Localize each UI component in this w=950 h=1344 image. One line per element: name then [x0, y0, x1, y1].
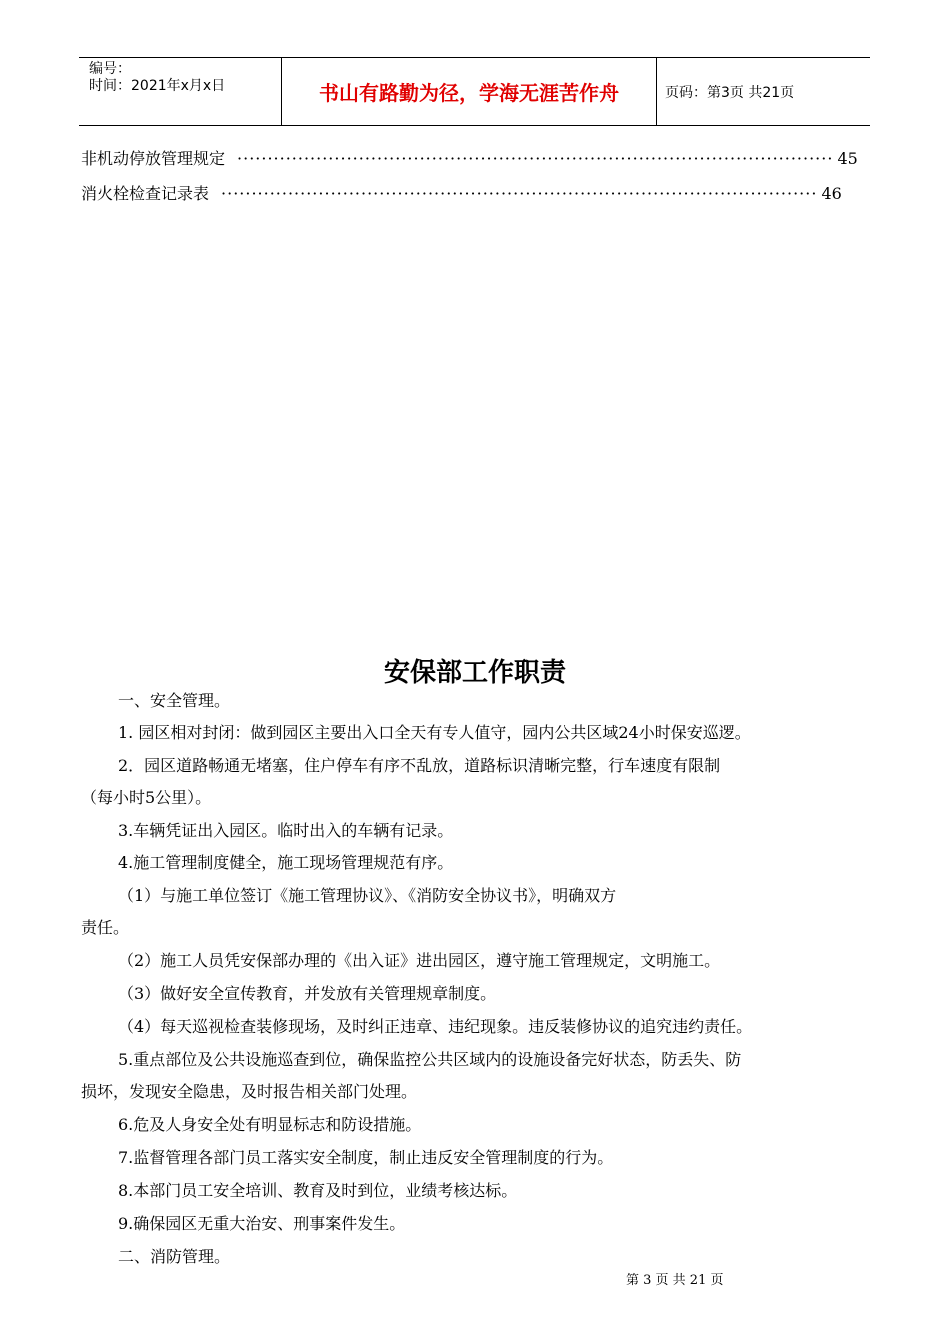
toc-leader-dots: ··································································································	[237, 149, 834, 168]
paragraph-line: 4.施工管理制度健全，施工现场管理规范有序。	[118, 853, 454, 872]
paragraph-line: 7.监督管理各部门员工落实安全制度，制止违反安全管理制度的行为。	[118, 1148, 614, 1167]
header-motto: 书山有路勤为径，学海无涯苦作舟	[281, 58, 657, 125]
paragraph-line: 8.本部门员工安全培训、教育及时到位，业绩考核达标。	[118, 1181, 518, 1200]
toc-entry-label: 非机动停放管理规定	[81, 149, 226, 168]
toc-entry[interactable]	[81, 146, 858, 169]
toc-entry-page: 46	[821, 184, 842, 203]
page-footer: 第 3 页 共 21 页	[626, 1273, 724, 1288]
paragraph-line: 责任。	[81, 918, 130, 937]
section-title: 安保部工作职责	[383, 658, 566, 688]
section-heading: 一、安全管理。	[118, 691, 231, 710]
toc-entry-page: 45	[837, 149, 858, 168]
paragraph-line: 5.重点部位及公共设施巡查到位，确保监控公共区域内的设施设备完好状态，防丢失、防	[118, 1050, 742, 1069]
paragraph-line: 损坏，发现安全隐患，及时报告相关部门处理。	[81, 1082, 418, 1101]
paragraph-line: （1）与施工单位签订《施工管理协议》、《消防安全协议书》，明确双方	[118, 886, 617, 905]
toc-entry[interactable]	[81, 181, 842, 204]
paragraph-line: （3）做好安全宣传教育，并发放有关管理规章制度。	[118, 984, 497, 1003]
header-page-info: 页码：第3页 共21页	[665, 84, 795, 101]
paragraph-line: 6.危及人身安全处有明显标志和防设措施。	[118, 1115, 422, 1134]
header-meta	[79, 58, 281, 125]
paragraph-line: （每小时5公里）。	[81, 788, 212, 807]
document-date-label: 时间：2021年x月x日	[89, 78, 226, 94]
paragraph-line: （4）每天巡视检查装修现场，及时纠正违章、违纪现象。违反装修协议的追究违约责任。	[118, 1017, 753, 1036]
paragraph-line: 9.确保园区无重大治安、刑事案件发生。	[118, 1214, 406, 1233]
section-heading: 二、消防管理。	[118, 1247, 231, 1266]
paragraph-line: 3.车辆凭证出入园区。临时出入的车辆有记录。	[118, 821, 454, 840]
paragraph-line: （2）施工人员凭安保部办理的《出入证》进出园区，遵守施工管理规定，文明施工。	[118, 951, 721, 970]
paragraph-line: 2．园区道路畅通无堵塞，住户停车有序不乱放，道路标识清晰完整，行车速度有限制	[118, 756, 721, 775]
document-number-label: 编号：	[89, 61, 131, 77]
paragraph-line: 1. 园区相对封闭：做到园区主要出入口全天有专人值守，园内公共区域24小时保安巡逻。	[118, 723, 751, 742]
toc-entry-label: 消火栓检查记录表	[81, 184, 210, 203]
page-header	[79, 57, 870, 126]
toc-leader-dots: ··································································································	[221, 184, 818, 203]
